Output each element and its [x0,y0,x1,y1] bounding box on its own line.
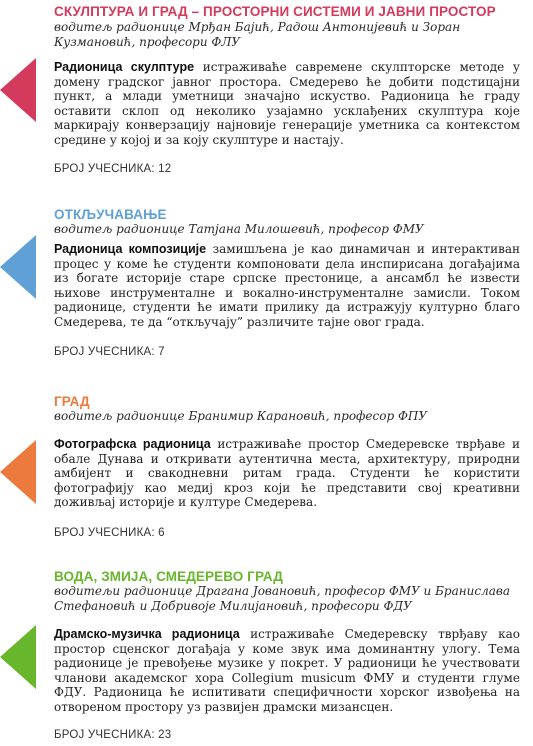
section-lead: водитељи радионице Драгана Јовановић, професор ФМУ и Бранислава Стефановић и Добривоје Милијановић, професори ФДУ [54,584,511,613]
participant-count: БРОЈ УЧЕСНИКА: 7 [54,346,165,358]
workshop-section-unlocking [0,205,533,375]
triangle-marker-icon [0,58,36,122]
participant-count: БРОЈ УЧЕСНИКА: 12 [54,163,172,175]
section-lead: водитељ радионице Мрђан Бајић, Радош Антонијевић и Зоран Кузмановић, професори ФЛУ [54,20,461,49]
workshop-description: истраживаће савремене скулпторске методе у домену градског јавног простора. Смедерево ће добити подстицајни пункт, а млади уметници значајно искуство. Радионица ће граду оставити склоп од неколико узајамно усклађених скулптура које маркирају конверзацију најновије генерације уметника са контекстом средине у којој и за коју скулптуре и настају. [54,60,520,147]
section-body [54,242,520,330]
section-body [54,437,520,510]
workshop-name: Радионица скулптуре [54,60,195,74]
section-body [54,60,520,148]
workshop-description: истраживаће Смедеревску тврђаву као простор сценског догађаја у коме звук има доминантну улогу. Тема радионице је превођење музике у покрет. У радионици ће учествовати чланови академског хора Collegium musicum ФМУ и студенти глуме ФДУ. Радионица ће испитивати специфичности хорског извођења на отвореном простору уз развијен драмски мизансцен. [54,627,520,714]
participant-count: БРОЈ УЧЕСНИКА: 23 [54,729,172,741]
triangle-marker-icon [0,235,36,299]
workshop-description: истраживаће простор Смедеревске тврђаве и обале Дунава и откривати аутентична места, архитектуру, природни амбијент и свакодневни ритам града. Студенти ће користити фотографију као медиј кроз који ће представити свој креативни доживљај историје и културе Смедерева. [54,437,520,510]
workshop-section-city [0,392,533,552]
workshop-name: Радионица композиције [54,242,207,256]
section-title: ВОДА, ЗМИЈА, СМЕДЕРЕВО ГРАД [54,569,283,584]
section-lead: водитељ радионице Бранимир Карановић, професор ФПУ [54,409,428,423]
section-title: СКУЛПТУРА И ГРАД – ПРОСТОРНИ СИСТЕМИ И ЈАВНИ ПРОСТОР [54,4,496,19]
section-lead: водитељ радионице Татјана Милошевић, професор ФМУ [54,222,424,236]
workshop-description: замишљена је као динамичан и интерактиван процес у коме ће студенти компоновати дела инспирисана догађајима из богате историје старе српске престонице, а ансамбл ће извести њихове инструменталне и вокално-инструменталне замисли. Током радионице, студенти ће имати прилику да истражују културно благо Смедерева, те да “откључају” различите тајне овог града. [54,242,520,329]
workshop-name: Драмско-музичка радионица [54,627,240,641]
workshop-section-water [0,567,533,746]
section-title: ОТКЉУЧАВАЊЕ [54,207,167,222]
workshop-section-sculpture [0,0,533,185]
section-title: ГРАД [54,394,90,409]
section-body [54,627,520,715]
participant-count: БРОЈ УЧЕСНИКА: 6 [54,527,165,539]
workshop-name: Фотографска радионица [54,437,211,451]
triangle-marker-icon [0,440,36,504]
triangle-marker-icon [0,625,36,689]
